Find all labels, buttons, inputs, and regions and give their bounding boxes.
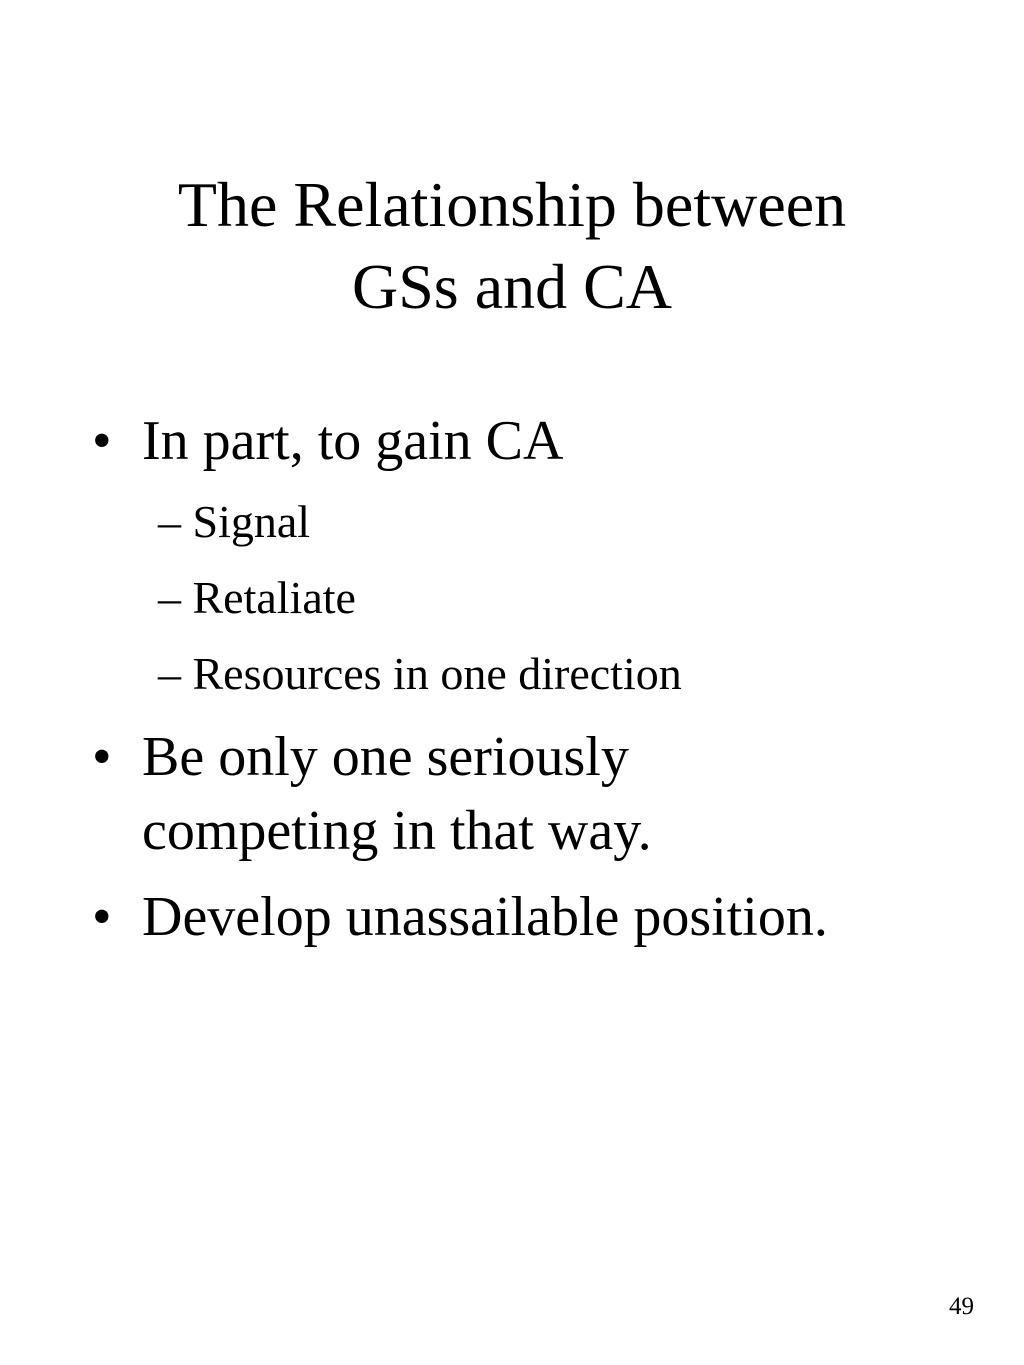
sub-bullet-marker: – (158, 648, 181, 699)
sub-bullet-item (158, 644, 978, 704)
bullet-item (92, 720, 992, 868)
sub-bullet-item (158, 492, 978, 552)
bullet-marker: • (92, 410, 112, 472)
bullet-marker: • (92, 726, 112, 788)
bullet-marker: • (92, 886, 112, 948)
slide-title-line: The Relationship between (177, 169, 847, 240)
sub-bullet-marker: – (158, 496, 181, 547)
sub-bullet-text: Resources in one direction (192, 648, 682, 699)
sub-bullet-item (158, 568, 978, 628)
sub-bullet-text: Signal (192, 496, 311, 547)
sub-bullet-marker: – (158, 572, 181, 623)
page-number: 49 (949, 1293, 974, 1320)
slide-title-line: GSs and CA (351, 251, 673, 322)
bullet-item (92, 880, 992, 954)
bullet-text: competing in that way. (142, 800, 652, 862)
slide-title (0, 164, 1024, 328)
bullet-item (92, 404, 992, 478)
sub-bullet-text: Retaliate (192, 572, 356, 623)
bullet-text: Be only one seriously (142, 726, 629, 788)
bullet-text: In part, to gain CA (142, 410, 564, 472)
bullet-text: Develop unassailable position. (142, 886, 828, 948)
